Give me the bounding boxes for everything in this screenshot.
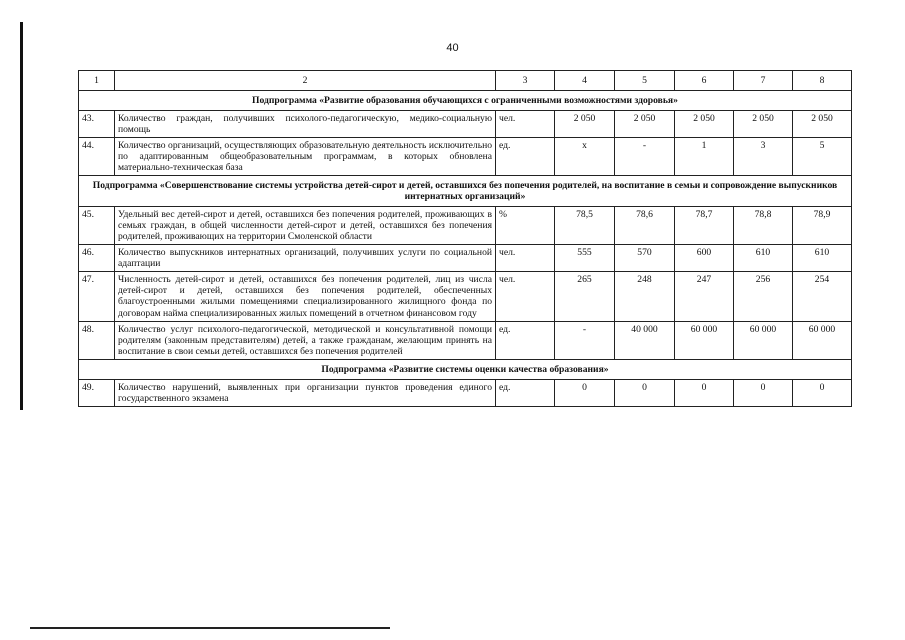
table-row — [79, 272, 852, 321]
value-cell: 570 — [615, 245, 675, 272]
value-cell: 0 — [675, 379, 734, 406]
value-cell: 78,6 — [615, 207, 675, 245]
indicator-name: Количество выпускников интернатных организаций, получивших услуги по социальной адаптации — [115, 245, 496, 272]
unit-cell: ед. — [496, 321, 555, 359]
value-cell: 78,8 — [734, 207, 793, 245]
indicator-name: Количество нарушений, выявленных при организации пунктов проведения единого государственного экзамена — [115, 379, 496, 406]
unit-cell: % — [496, 207, 555, 245]
value-cell: 2 050 — [675, 111, 734, 138]
value-cell: 3 — [734, 138, 793, 176]
row-number: 47. — [79, 272, 115, 321]
value-cell: 600 — [675, 245, 734, 272]
value-cell: 254 — [793, 272, 852, 321]
subprogram-row — [79, 359, 852, 379]
value-cell: х — [555, 138, 615, 176]
unit-cell: ед. — [496, 138, 555, 176]
value-cell: 5 — [793, 138, 852, 176]
header-cell: 3 — [496, 71, 555, 91]
unit-cell: чел. — [496, 272, 555, 321]
value-cell: 265 — [555, 272, 615, 321]
value-cell: 256 — [734, 272, 793, 321]
table-row — [79, 245, 852, 272]
row-number: 45. — [79, 207, 115, 245]
value-cell: 60 000 — [675, 321, 734, 359]
unit-cell: чел. — [496, 245, 555, 272]
subprogram-title: Подпрограмма «Развитие системы оценки качества образования» — [79, 359, 852, 379]
row-number: 44. — [79, 138, 115, 176]
value-cell: 0 — [734, 379, 793, 406]
unit-cell: ед. — [496, 379, 555, 406]
value-cell: 2 050 — [734, 111, 793, 138]
value-cell: - — [615, 138, 675, 176]
value-cell: 610 — [734, 245, 793, 272]
value-cell: 78,5 — [555, 207, 615, 245]
header-cell: 2 — [115, 71, 496, 91]
value-cell: 2 050 — [615, 111, 675, 138]
value-cell: - — [555, 321, 615, 359]
value-cell: 78,7 — [675, 207, 734, 245]
header-cell: 7 — [734, 71, 793, 91]
value-cell: 78,9 — [793, 207, 852, 245]
indicator-name: Количество организаций, осуществляющих образовательную деятельность исключительно по адаптированным общеобразовательным программам, в которых обновлена материально-техническая база — [115, 138, 496, 176]
left-margin-bar — [20, 22, 23, 410]
indicator-name: Численность детей-сирот и детей, оставшихся без попечения родителей, лиц из числа детей-сирот и детей, оставшихся без попечения родителей, обеспеченных благоустроенными жилыми помещениями специализированного жилищного фонда по договорам найма специализированных жилых помещений в отчетном финансовом году — [115, 272, 496, 321]
table-row — [79, 207, 852, 245]
header-row — [79, 71, 852, 91]
value-cell: 1 — [675, 138, 734, 176]
row-number: 46. — [79, 245, 115, 272]
value-cell: 555 — [555, 245, 615, 272]
bottom-rule — [30, 627, 390, 629]
value-cell: 60 000 — [793, 321, 852, 359]
value-cell: 248 — [615, 272, 675, 321]
page-number: 40 — [446, 42, 459, 54]
unit-cell: чел. — [496, 111, 555, 138]
indicator-name: Удельный вес детей-сирот и детей, оставшихся без попечения родителей, проживающих в семьях граждан, в общей численности детей-сирот и детей, оставшихся без попечения родителей, проживающих на территории Смоленской области — [115, 207, 496, 245]
table-row — [79, 111, 852, 138]
subprogram-row — [79, 91, 852, 111]
header-cell: 1 — [79, 71, 115, 91]
value-cell: 610 — [793, 245, 852, 272]
row-number: 49. — [79, 379, 115, 406]
subprogram-title: Подпрограмма «Развитие образования обучающихся с ограниченными возможностями здоровья» — [79, 91, 852, 111]
value-cell: 2 050 — [555, 111, 615, 138]
header-cell: 4 — [555, 71, 615, 91]
table-row — [79, 379, 852, 406]
value-cell: 0 — [793, 379, 852, 406]
table-row — [79, 138, 852, 176]
header-cell: 8 — [793, 71, 852, 91]
subprogram-row — [79, 176, 852, 207]
table-row — [79, 321, 852, 359]
indicators-table — [78, 70, 852, 407]
value-cell: 2 050 — [793, 111, 852, 138]
value-cell: 247 — [675, 272, 734, 321]
value-cell: 0 — [555, 379, 615, 406]
value-cell: 60 000 — [734, 321, 793, 359]
indicator-name: Количество услуг психолого-педагогической, методической и консультативной помощи родителям (законным представителям) детей, а также гражданам, желающим принять на воспитание в свои семьи детей, оставшихся без попечения родителей — [115, 321, 496, 359]
value-cell: 40 000 — [615, 321, 675, 359]
row-number: 43. — [79, 111, 115, 138]
indicator-name: Количество граждан, получивших психолого-педагогическую, медико-социальную помощь — [115, 111, 496, 138]
subprogram-title: Подпрограмма «Совершенствование системы устройства детей-сирот и детей, оставшихся без попечения родителей, на воспитание в семьи и сопровождение выпускников интернатных организаций» — [79, 176, 852, 207]
header-cell: 6 — [675, 71, 734, 91]
value-cell: 0 — [615, 379, 675, 406]
header-cell: 5 — [615, 71, 675, 91]
row-number: 48. — [79, 321, 115, 359]
